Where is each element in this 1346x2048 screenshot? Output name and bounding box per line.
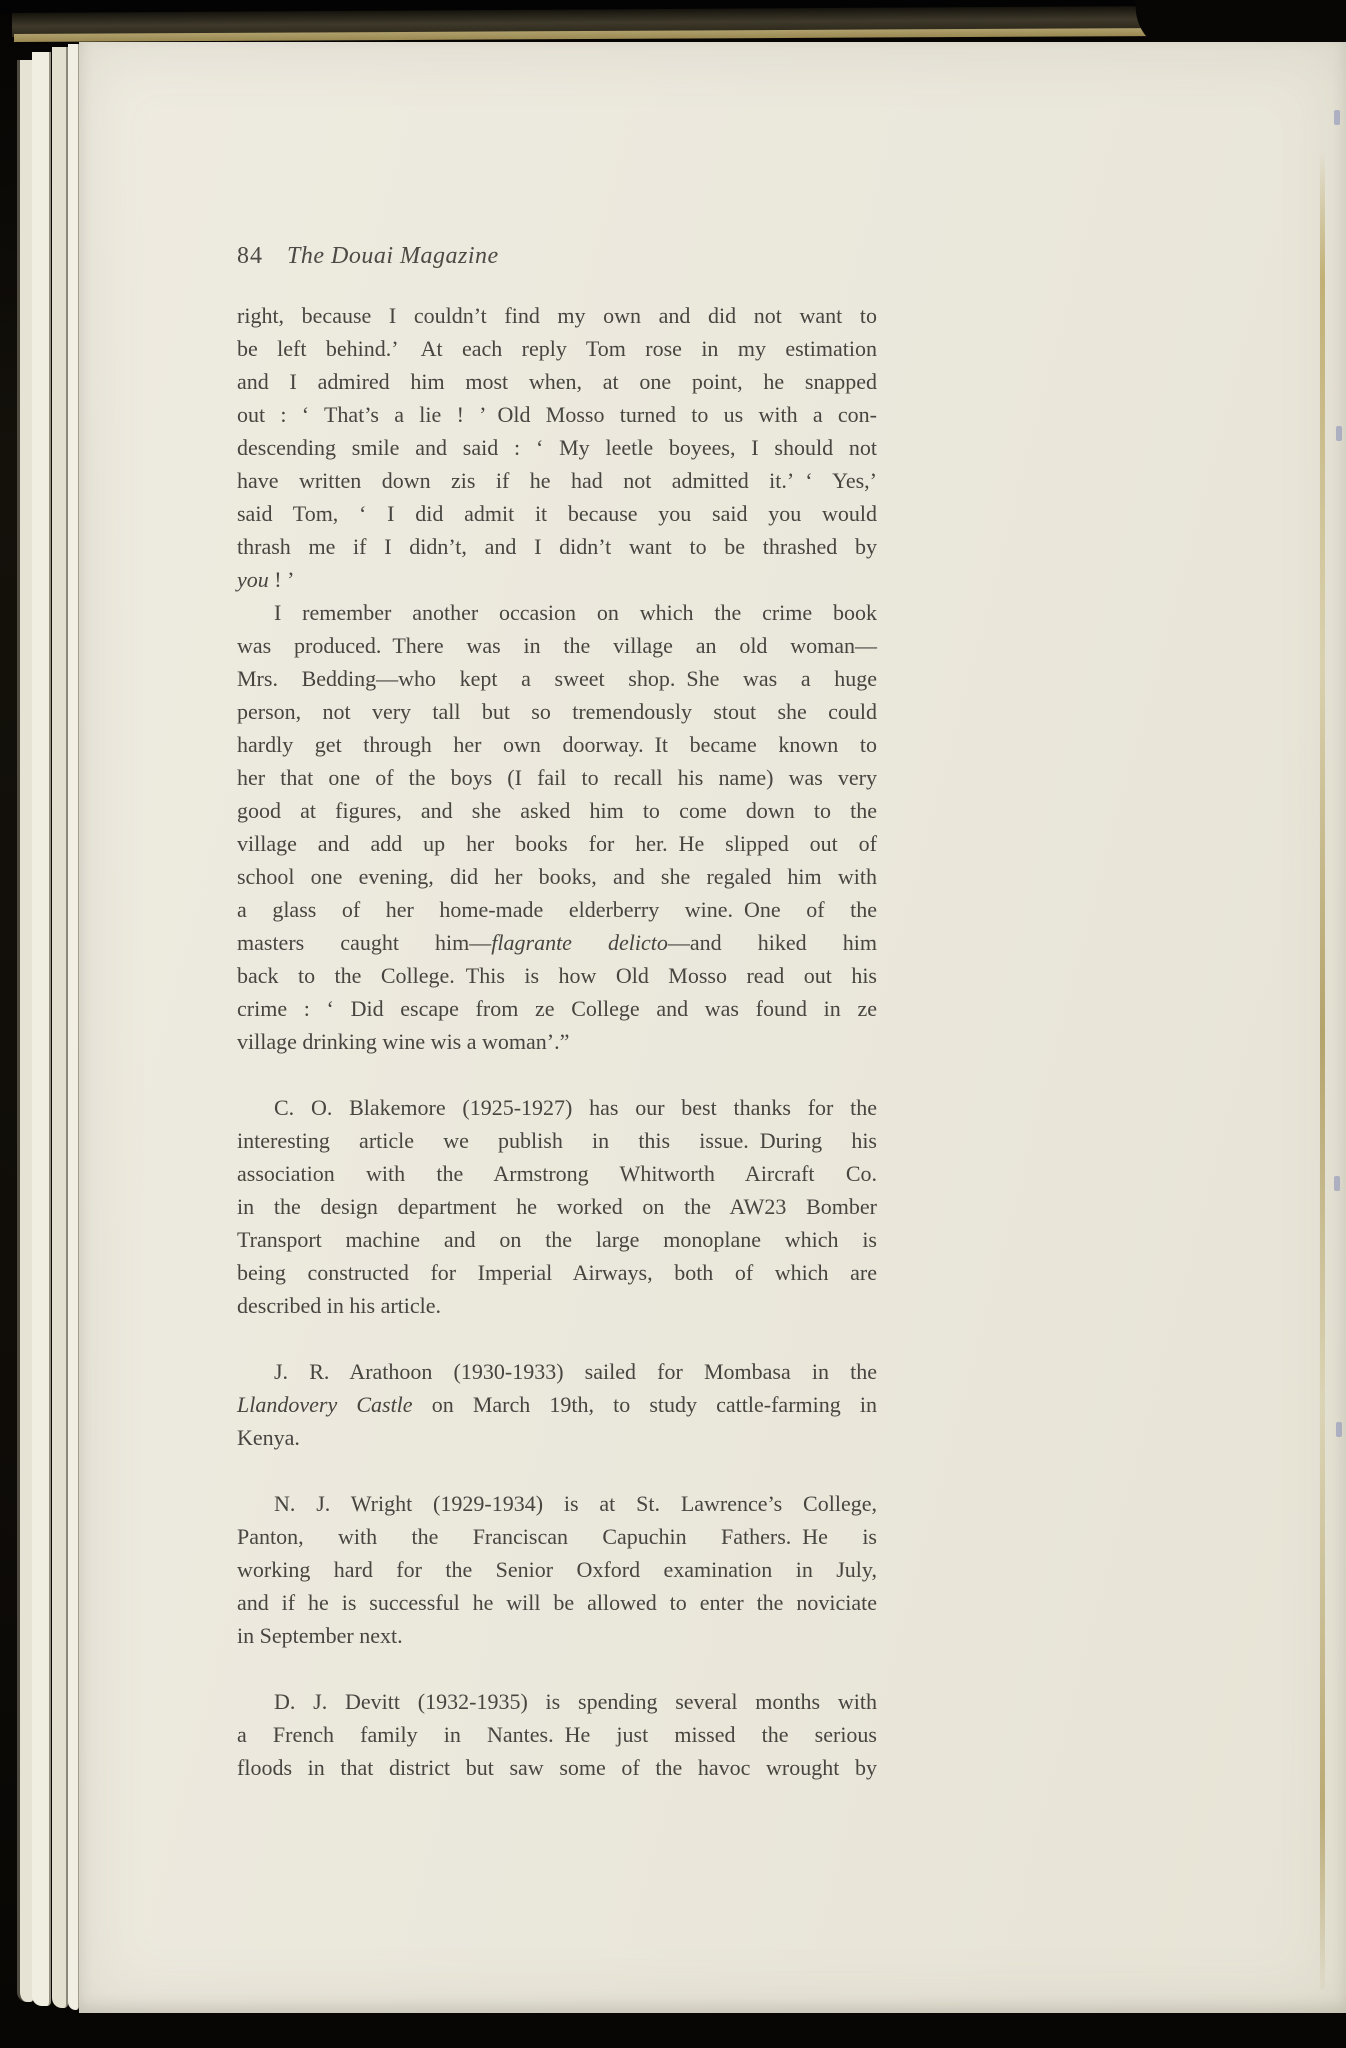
text-line: working hard for the Senior Oxford examination in July,: [237, 1557, 877, 1582]
page-edge-strip: [68, 44, 79, 2010]
text-line: said Tom, ‘ I did admit it because you said you would: [237, 501, 877, 526]
text-line: I remember another occasion on which the crime book: [274, 600, 877, 625]
running-header: [237, 243, 877, 273]
text-line: be left behind.’ At each reply Tom rose in my estimation: [237, 336, 877, 361]
text-line: a glass of her home-made elderberry wine. One of the: [237, 897, 877, 922]
text-line: and I admired him most when, at one point, he snapped: [237, 369, 877, 394]
text-line: village drinking wine wis a woman’.”: [237, 1029, 570, 1054]
paragraph: [237, 1487, 877, 1652]
text-line: Mrs. Bedding—who kept a sweet shop. She was a huge: [237, 666, 877, 691]
text-line: village and add up her books for her. He slipped out of: [237, 831, 877, 856]
paragraph: [237, 299, 877, 596]
paragraph: [237, 596, 877, 1058]
text-line: C. O. Blakemore (1925-1927) has our best thanks for the: [274, 1095, 877, 1120]
text-line: being constructed for Imperial Airways, both of which are: [237, 1260, 877, 1285]
text-line: right, because I couldn’t find my own and did not want to: [237, 303, 877, 328]
text-line: have written down zis if he had not admitted it.’ ‘ Yes,’: [237, 468, 877, 493]
text-line: crime : ‘ Did escape from ze College and was found in ze: [237, 996, 877, 1021]
edge-ink-mark: [1334, 1176, 1340, 1191]
text-line: her that one of the boys (I fail to recall his name) was very: [237, 765, 877, 790]
text-line: D. J. Devitt (1932-1935) is spending several months with: [274, 1689, 877, 1714]
magazine-title: The Douai Magazine: [287, 243, 499, 269]
text-line: in the design department he worked on the AW23 Bomber: [237, 1194, 877, 1219]
edge-ink-mark: [1334, 110, 1340, 125]
text-line: Transport machine and on the large monoplane which is: [237, 1227, 877, 1252]
page-number: 84: [237, 243, 263, 269]
paragraph: [237, 1355, 877, 1454]
page-edge-strip: [32, 52, 51, 2006]
text-line: a French family in Nantes. He just missed the serious: [237, 1722, 877, 1747]
text-line: was produced. There was in the village an old woman—: [237, 633, 877, 658]
text-line: floods in that district but saw some of the havoc wrought by: [237, 1755, 877, 1780]
paragraph: [237, 1091, 877, 1322]
text-line: N. J. Wright (1929-1934) is at St. Lawrence’s College,: [274, 1491, 877, 1516]
text-line: you ! ’: [237, 567, 295, 592]
gutter-shadow-line: [1320, 150, 1325, 1990]
text-line: thrash me if I didn’t, and I didn’t want to be thrashed by: [237, 534, 877, 559]
edge-ink-mark: [1336, 426, 1342, 441]
edge-ink-mark: [1336, 1422, 1342, 1437]
text-line: association with the Armstrong Whitworth Aircraft Co.: [237, 1161, 877, 1186]
text-body: [237, 299, 877, 1784]
text-line: in September next.: [237, 1623, 403, 1648]
text-line: descending smile and said : ‘ My leetle boyees, I should not: [237, 435, 877, 460]
paragraph: [237, 1685, 877, 1784]
text-line: good at figures, and she asked him to come down to the: [237, 798, 877, 823]
text-line: out : ‘ That’s a lie ! ’ Old Mosso turned to us with a con-: [237, 402, 877, 427]
text-line: Panton, with the Franciscan Capuchin Fathers. He is: [237, 1524, 877, 1549]
text-line: back to the College. This is how Old Mosso read out his: [237, 963, 877, 988]
text-line: hardly get through her own doorway. It became known to: [237, 732, 877, 757]
text-line: Kenya.: [237, 1425, 300, 1450]
text-line: school one evening, did her books, and she regaled him with: [237, 864, 877, 889]
text-line: and if he is successful he will be allowed to enter the noviciate: [237, 1590, 877, 1615]
text-line: J. R. Arathoon (1930-1933) sailed for Mombasa in the: [274, 1359, 877, 1384]
page-edge-strip: [52, 47, 68, 2008]
text-line: Llandovery Castle on March 19th, to study cattle-farming in: [237, 1392, 877, 1417]
text-line: described in his article.: [237, 1293, 442, 1318]
text-line: interesting article we publish in this issue. During his: [237, 1128, 877, 1153]
printed-content: [237, 243, 877, 1784]
text-line: person, not very tall but so tremendously stout she could: [237, 699, 877, 724]
text-line: masters caught him—flagrante delicto—and hiked him: [237, 930, 877, 955]
